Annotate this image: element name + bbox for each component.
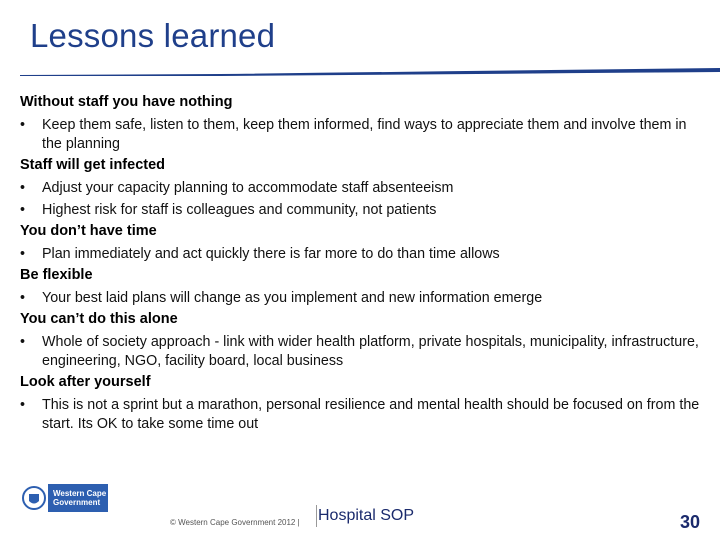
bullet-item: [20, 333, 700, 371]
bullet-text: Your best laid plans will change as you implement and new information emerge: [42, 290, 543, 306]
bullet-icon: •: [20, 290, 26, 306]
bullet-item: [20, 179, 700, 198]
western-cape-logo: [20, 484, 110, 512]
logo-line-2: Government: [53, 498, 101, 507]
footer-divider: [316, 505, 317, 527]
title-underline: [20, 62, 720, 78]
bullet-item: [20, 116, 700, 154]
content-body: [20, 94, 700, 437]
bullet-icon: •: [20, 397, 26, 413]
bullet-icon: •: [20, 202, 26, 218]
logo-wordmark: [48, 484, 108, 512]
footer-title: Hospital SOP: [318, 507, 415, 524]
bullet-icon: •: [20, 117, 26, 133]
section-heading: You don’t have time: [20, 223, 157, 239]
bullet-text: Keep them safe, listen to them, keep them informed, find ways to appreciate them and involve them in the planning: [42, 117, 687, 152]
slide-title: Lessons learned: [30, 17, 276, 54]
bullet-item: [20, 289, 700, 308]
bullet-icon: •: [20, 334, 26, 350]
section-heading: Staff will get infected: [20, 157, 166, 173]
bullet-text: Whole of society approach - link with wider health platform, private hospitals, municipality, infrastructure, engineering, NGO, facility board, local business: [42, 334, 699, 369]
crest-icon: [20, 484, 48, 512]
section-heading: Be flexible: [20, 267, 93, 283]
bullet-text: Plan immediately and act quickly there is far more to do than time allows: [42, 246, 500, 262]
bullet-item: [20, 245, 700, 264]
copyright-text: © Western Cape Government 2012 |: [170, 518, 300, 527]
logo-line-1: Western Cape: [53, 489, 107, 498]
bullet-text: Adjust your capacity planning to accommodate staff absenteeism: [42, 180, 454, 196]
bullet-item: [20, 396, 700, 434]
bullet-item: [20, 201, 700, 220]
bullet-icon: •: [20, 246, 26, 262]
section-heading: You can’t do this alone: [20, 311, 178, 327]
bullet-text: This is not a sprint but a marathon, personal resilience and mental health should be focused on from the start. Its OK to take some time out: [42, 397, 700, 432]
bullet-icon: •: [20, 180, 26, 196]
section-heading: Look after yourself: [20, 374, 151, 390]
page-number: 30: [680, 512, 701, 532]
bullet-text: Highest risk for staff is colleagues and community, not patients: [42, 202, 437, 218]
section-heading: Without staff you have nothing: [20, 94, 233, 110]
